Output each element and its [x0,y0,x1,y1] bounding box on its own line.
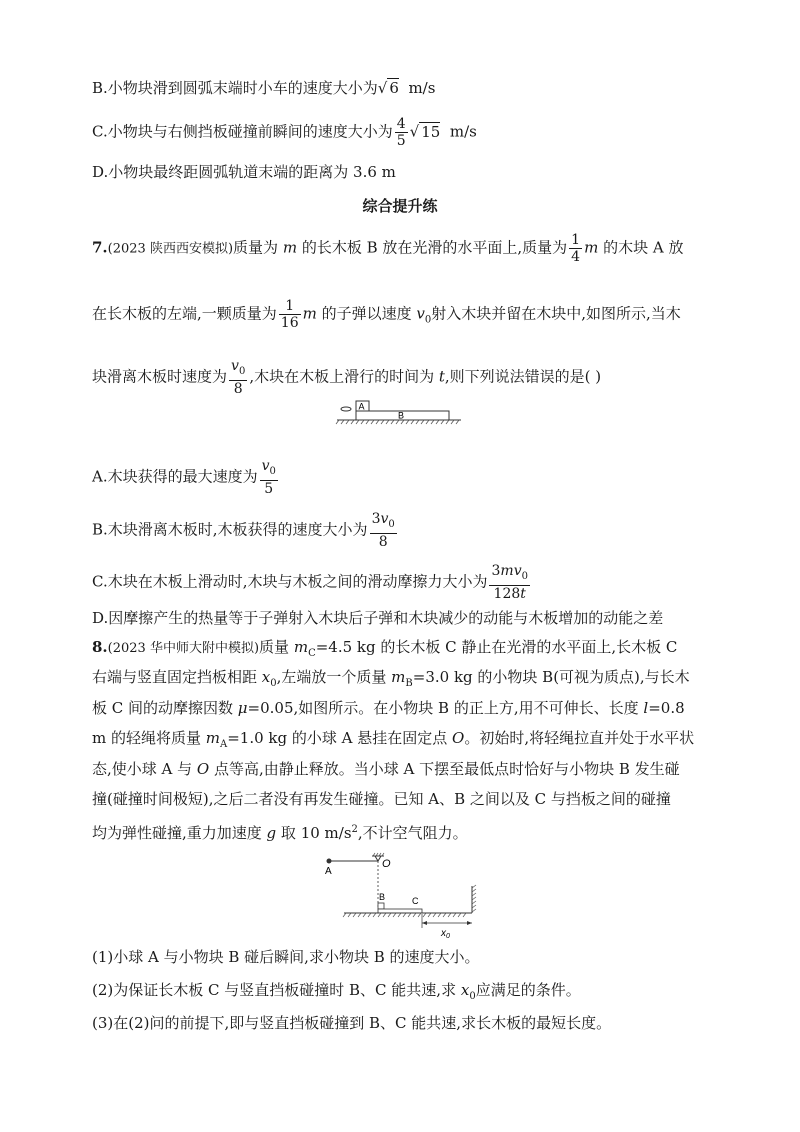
fraction: $\frac{3mv_0}{128t}$ [491,563,528,602]
board-c-label: C [412,896,419,906]
block-b-shape [378,903,384,909]
fraction: $\frac{v_0}{8}$ [231,358,246,397]
pivot-triangle [375,856,381,861]
question-number: 7. [92,238,108,257]
q7-option-b: B.木块滑离木板时,木板获得的速度大小为 $\frac{3v_0}{8}$ [92,511,395,550]
question-source: (2023 华中师大附中模拟) [107,641,260,656]
dim-x0-label: $x_0$ [441,928,450,940]
q6-option-b: B.小物块滑到圆弧末端时小车的速度大小为√ 6 m/s [92,79,436,97]
q6-b-radicand: 6 [389,79,399,97]
ground-hatch [336,420,459,424]
board-b-label: B [398,410,405,421]
section-title: 综合提升练 [362,197,438,215]
q6-option-c: C.小物块与右侧挡板碰撞前瞬间的速度大小为 $\frac{4}{5}$ √ 15 m/s [92,116,477,149]
block-b-label: B [379,892,386,902]
wall-hatch [472,885,476,912]
q7-line-3: 块滑离木板时速度为 $\frac{v_0}{8}$ ,木块在木板上滑行的时间为 t,则下列说法错误的是( ) [92,358,602,397]
ground-hatch [343,913,466,917]
q8-line-2: 右端与竖直固定挡板相距 $x_0$,左端放一个质量 $m_B=3.0$ kg 的小物块 B(可视为质点),与长木 [92,668,690,689]
q8-part-3: (3)在(2)问的前提下,即与竖直挡板碰撞到 B、C 能共速,求长木板的最短长度。 [92,1014,612,1032]
q8-figure [320,852,490,942]
fraction: $\frac{1}{4}$ [571,232,581,265]
block-a-label: A [358,401,365,412]
sqrt-symbol: √ [377,79,388,97]
fraction: $\frac{4}{5}$ [396,116,406,149]
ball-a [327,859,332,864]
q7-line-2: 在长木板的左端,一颗质量为 $\frac{1}{16}$ m 的子弹以速度 $v_0$射入木块并留在木块中,如图所示,当木 [92,298,681,331]
q8-line-4: m 的轻绳将质量 $m_A=1.0$ kg 的小球 A 悬挂在固定点 O。初始时,将轻绳拉直并处于水平状 [92,729,695,750]
q6-option-d: D.小物块最终距圆弧轨道末端的距离为 3.6 m [92,163,396,181]
fraction: $\frac{3v_0}{8}$ [371,511,395,550]
q8-line-6: 撞(碰撞时间极短),之后二者没有再发生碰撞。已知 A、B 之间以及 C 与挡板之间的碰撞 [92,790,671,808]
q7-option-c: C.木块在木板上滑动时,木块与木板之间的滑动摩擦力大小为 $\frac{3mv_0}{128t}$ [92,563,528,602]
q7-option-a: A.木块获得的最大速度为 $\frac{v_0}{5}$ [92,458,276,497]
dim-arrow-left [422,921,427,925]
q8-line-5: 态,使小球 A 与 O 点等高,由静止释放。当小球 A 下摆至最低点时恰好与小物块 B 发生碰 [92,760,680,778]
point-o-label: O [382,858,391,870]
fraction: $\frac{1}{16}$ [280,298,299,331]
dim-arrow-right [467,921,472,925]
question-source: (2023 陕西西安模拟) [107,241,234,257]
question-number: 8. [92,638,108,656]
q8-line-1: 8.(2023 华中师大附中模拟)质量 $m_C=4.5$ kg 的长木板 C 静止在光滑的水平面上,长木板 C [92,638,678,659]
ball-a-label: A [325,866,332,877]
sqrt-symbol: √ [409,122,420,141]
q8-part-2: (2)为保证长木板 C 与竖直挡板碰撞时 B、C 能共速,求 $x_0$应满足的条件。 [92,981,581,1002]
fraction: $\frac{v_0}{5}$ [261,458,276,497]
q7-figure [335,396,465,426]
q7-option-d: D.因摩擦产生的热量等于子弹射入木块后子弹和木块减少的动能与木板增加的动能之差 [92,609,664,627]
q6-c-radicand: 15 [421,122,441,141]
q8-line-7: 均为弹性碰撞,重力加速度 g 取 10 $m/s^2$,不计空气阻力。 [92,824,468,842]
bullet-shape [341,407,351,411]
q7-line-1: 7.(2023 陕西西安模拟)质量为 m 的长木板 B 放在光滑的水平面上,质量为 $\frac{1}{4}$ m 的木块 A 放 [92,232,684,265]
q8-line-3: 板 C 间的动摩擦因数 μ=0.05,如图所示。在小物块 B 的正上方,用不可伸长、长度 l=0.8 [92,699,685,717]
board-c-shape [378,909,422,913]
q8-part-1: (1)小球 A 与小物块 B 碰后瞬间,求小物块 B 的速度大小。 [92,948,480,966]
